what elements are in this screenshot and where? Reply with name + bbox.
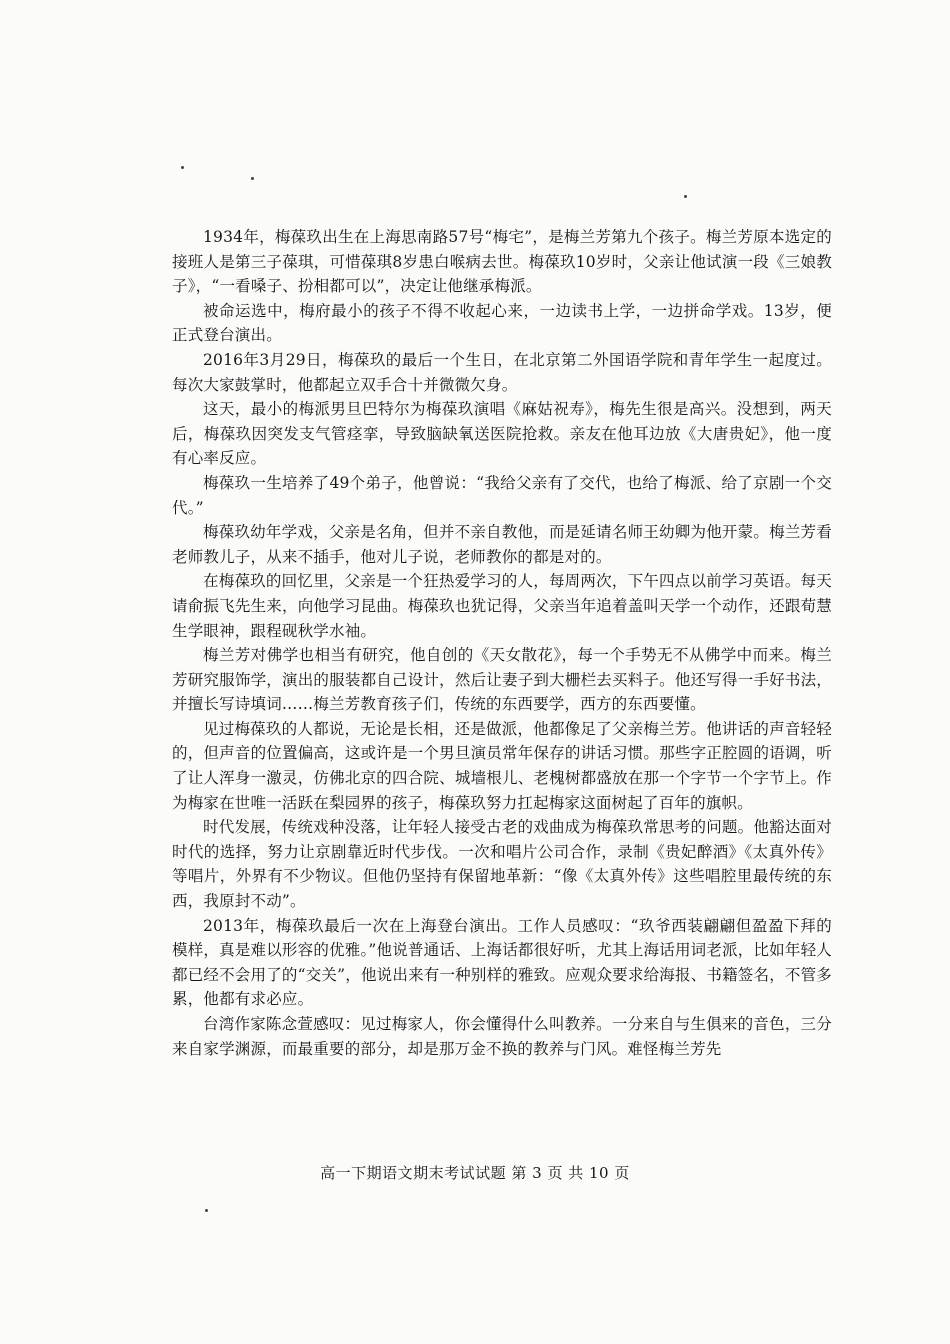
paragraph-7: 在梅葆玖的回忆里，父亲是一个狂热爱学习的人，每周两次，下午四点以前学习英语。每天请俞振飞先生来，向他学习昆曲。梅葆玖也犹记得，父亲当年追着盖叫天学一个动作，还跟荀慧生学眼神，跟程砚秋学水袖。	[172, 572, 832, 640]
paragraph-5: 梅葆玖一生培养了49个弟子，他曾说：“我给父亲有了交代，也给了梅派、给了京剧一个交代。”	[172, 473, 832, 517]
scan-speck	[684, 195, 687, 198]
scan-speck	[251, 177, 254, 180]
paragraph-8: 梅兰芳对佛学也相当有研究，他自创的《天女散花》，每一个手势无不从佛学中而来。梅兰芳研究服饰学，演出的服装都自己设计，然后让妻子到大栅栏去买料子。他还写得一手好书法，并擅长写诗填词……梅兰芳教育孩子们，传统的东西要学，西方的东西要懂。	[172, 646, 832, 714]
paragraph-3: 2016年3月29日，梅葆玖的最后一个生日，在北京第二外国语学院和青年学生一起度过。每次大家鼓掌时，他都起立双手合十并微微欠身。	[172, 350, 832, 394]
paragraph-4: 这天，最小的梅派男旦巴特尔为梅葆玖演唱《麻姑祝寿》，梅先生很是高兴。没想到，两天后，梅葆玖因突发支气管痉挛，导致脑缺氧送医院抢救。亲友在他耳边放《大唐贵妃》，他一度有心率反应。	[172, 400, 832, 468]
page-footer: 高一下期语文期末考试试题 第 3 页 共 10 页	[320, 1164, 630, 1182]
paragraph-10: 时代发展，传统戏种没落，让年轻人接受古老的戏曲成为梅葆玖常思考的问题。他豁达面对时代的选择，努力让京剧靠近时代步伐。一次和唱片公司合作，录制《贵妃醉酒》《太真外传》等唱片，外界有不少物议。但他仍坚持有保留地革新：“像《太真外传》这些唱腔里最传统的东西，我原封不动”。	[172, 818, 832, 911]
paragraph-12: 台湾作家陈念萱感叹：见过梅家人，你会懂得什么叫教养。一分来自与生俱来的音色，三分来自家学渊源，而最重要的部分，却是那万金不换的教养与门风。难怪梅兰芳先	[172, 1015, 832, 1058]
paragraph-6: 梅葆玖幼年学戏，父亲是名角，但并不亲自教他，而是延请名师王幼卿为他开蒙。梅兰芳看老师教儿子，从来不插手，他对儿子说，老师教你的都是对的。	[172, 523, 832, 566]
scan-speck	[205, 1209, 208, 1212]
article-body	[172, 225, 832, 1061]
paragraph-9: 见过梅葆玖的人都说，无论是长相，还是做派，他都像足了父亲梅兰芳。他讲话的声音轻轻的，但声音的位置偏高，这或许是一个男旦演员常年保存的讲话习惯。那些字正腔圆的语调，听了让人浑身一激灵，仿佛北京的四合院、城墙根儿、老槐树都盛放在那一个字节一个字节上。作为梅家在世唯一活跃在梨园界的孩子，梅葆玖努力扛起梅家这面树起了百年的旗帜。	[172, 719, 832, 812]
paragraph-1: 1934年，梅葆玖出生在上海思南路57号“梅宅”，是梅兰芳第九个孩子。梅兰芳原本选定的接班人是第三子葆琪，可惜葆琪8岁患白喉病去世。梅葆玖10岁时，父亲让他试演一段《三娘教子》，“一看嗓子、扮相都可以”，决定让他继承梅派。	[172, 228, 832, 296]
scan-speck	[181, 166, 184, 169]
paragraph-2: 被命运选中，梅府最小的孩子不得不收起心来，一边读书上学，一边拼命学戏。13岁，便正式登台演出。	[172, 301, 832, 345]
paragraph-11: 2013年，梅葆玖最后一次在上海登台演出。工作人员感叹：“玖爷西装翩翩但盈盈下拜的模样，真是难以形容的优雅。”他说普通话、上海话都很好听，尤其上海话用词老派，比如年轻人都已经不会用了的“交关”，他说出来有一种别样的雅致。应观众要求给海报、书籍签名，不管多累，他都有求必应。	[172, 916, 832, 1009]
